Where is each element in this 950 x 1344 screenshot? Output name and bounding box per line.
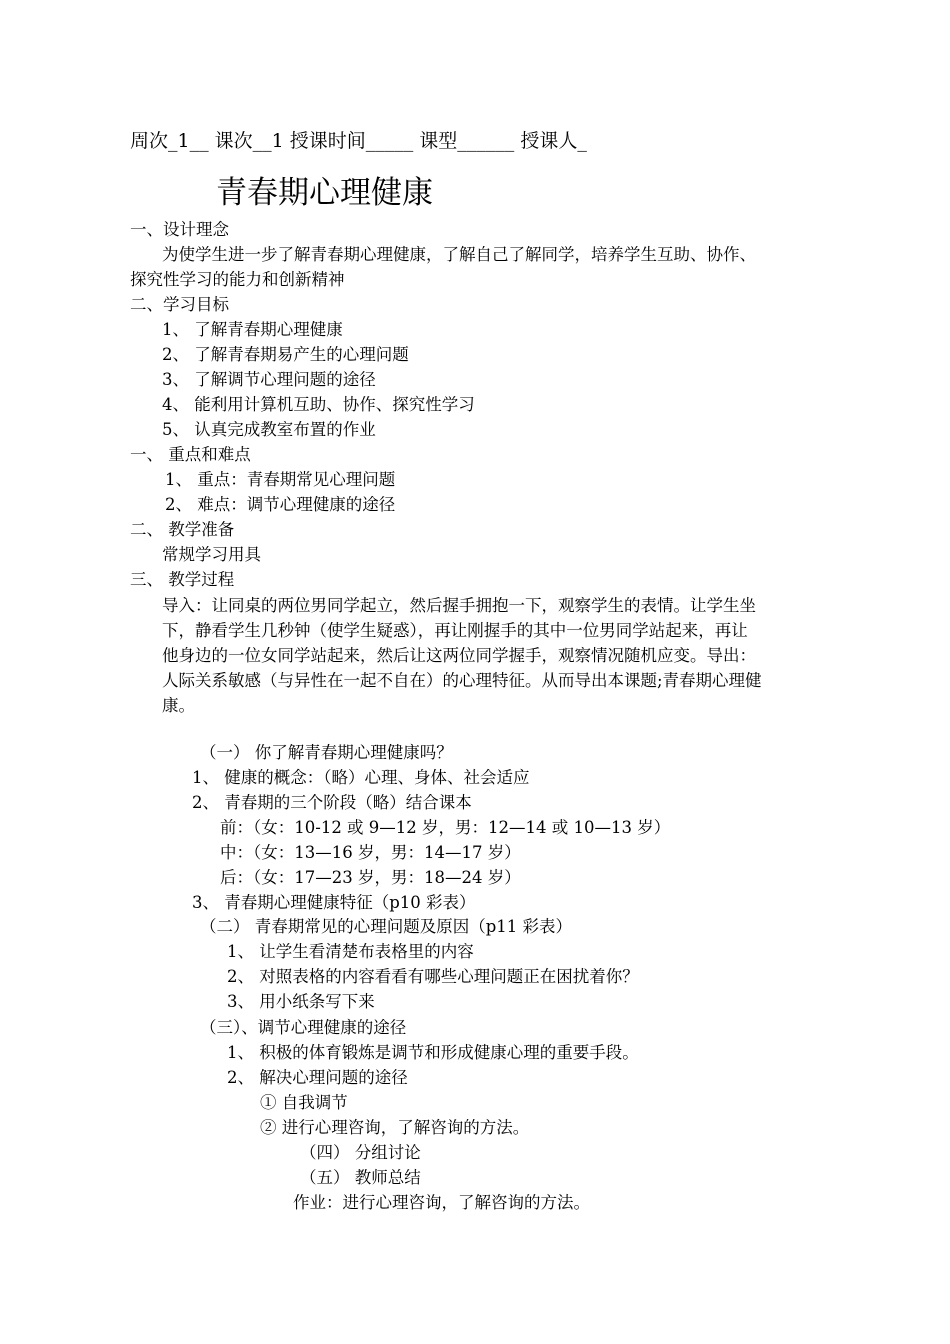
subsection-heading: （一） 你了解青春期心理健康吗？ (200, 743, 453, 762)
list-item: 中：（女：13—16 岁，男：14—17 岁） (220, 843, 521, 862)
subsection-heading: （三）、调节心理健康的途径 (200, 1018, 407, 1037)
list-item: 前：（女：10-12 或 9—12 岁，男：12—14 或 10—13 岁） (220, 818, 671, 837)
section-heading: 二、 教学准备 (130, 520, 235, 539)
paragraph-line: 他身边的一位女同学站起来，然后让这两位同学握手，观察情况随机应变。导出： (162, 646, 756, 665)
list-item: 后：（女：17—23 岁，男：18—24 岁） (220, 868, 521, 887)
paragraph-line: 导入：让同桌的两位男同学起立，然后握手拥抱一下，观察学生的表情。让学生坐 (162, 596, 756, 615)
section-heading: 二、学习目标 (130, 295, 229, 314)
list-item: 3、 用小纸条写下来 (227, 992, 375, 1011)
paragraph-line: 人际关系敏感（与异性在一起不自在）的心理特征。从而导出本课题;青春期心理健 (162, 671, 762, 690)
paragraph-line: 为使学生进一步了解青春期心理健康，了解自己了解同学，培养学生互助、协作、 (162, 245, 756, 264)
section-heading: 一、 重点和难点 (130, 445, 251, 464)
list-item: 5、 认真完成教室布置的作业 (162, 420, 376, 439)
list-item: 2、 解决心理问题的途径 (227, 1068, 408, 1087)
list-item: 2、 了解青春期易产生的心理问题 (162, 345, 409, 364)
subsection-heading: （四） 分组讨论 (300, 1143, 421, 1162)
paragraph-line: 康。 (162, 696, 195, 715)
list-item: 3、 青春期心理健康特征（p10 彩表） (192, 893, 476, 912)
list-item: 1、 积极的体育锻炼是调节和形成健康心理的重要手段。 (227, 1043, 639, 1062)
list-item: 1、 了解青春期心理健康 (162, 320, 343, 339)
page-title: 青春期心理健康 (216, 175, 433, 211)
list-item: 2、 对照表格的内容看看有哪些心理问题正在困扰着你？ (227, 967, 639, 986)
homework-line: 作业：进行心理咨询，了解咨询的方法。 (293, 1193, 590, 1212)
list-item: 2、 难点：调节心理健康的途径 (165, 495, 396, 514)
paragraph-line: 下，静看学生几秒钟（使学生疑惑），再让刚握手的其中一位男同学站起来，再让 (162, 621, 748, 640)
section-heading: 一、设计理念 (130, 220, 229, 239)
list-item: 4、 能利用计算机互助、协作、探究性学习 (162, 395, 475, 414)
list-item: ① 自我调节 (260, 1093, 348, 1112)
subsection-heading: （二） 青春期常见的心理问题及原因（p11 彩表） (200, 917, 573, 936)
list-item: 2、 青春期的三个阶段（略）结合课本 (192, 793, 472, 812)
list-item: 3、 了解调节心理问题的途径 (162, 370, 376, 389)
list-item: ② 进行心理咨询，了解咨询的方法。 (260, 1118, 530, 1137)
paragraph-line: 常规学习用具 (162, 545, 261, 564)
lesson-header: 周次_1__ 课次__1 授课时间_____ 课型______ 授课人_ (130, 130, 587, 152)
list-item: 1、 健康的概念：（略）心理、身体、社会适应 (192, 768, 530, 787)
list-item: 1、 重点：青春期常见心理问题 (165, 470, 396, 489)
section-heading: 三、 教学过程 (130, 570, 235, 589)
list-item: 1、 让学生看清楚布表格里的内容 (227, 942, 474, 961)
paragraph-line: 探究性学习的能力和创新精神 (130, 270, 345, 289)
subsection-heading: （五） 教师总结 (300, 1168, 421, 1187)
